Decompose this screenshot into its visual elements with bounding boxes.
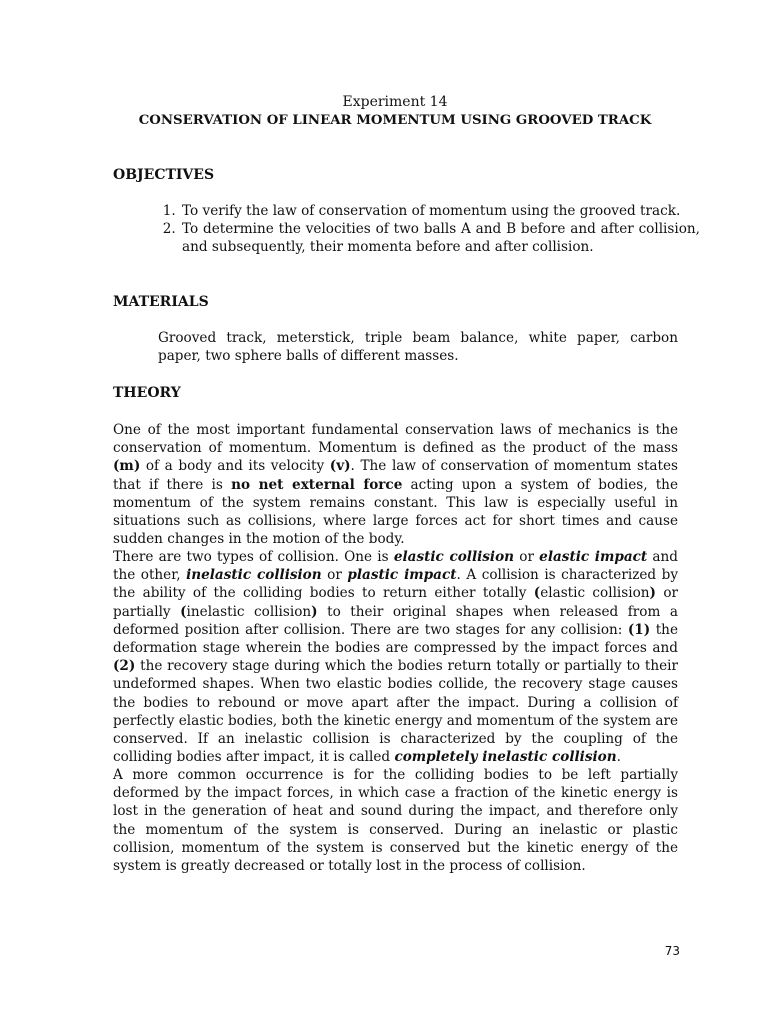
- objective-item: 2. To determine the velocities of two balls A and B before and after collision, and subsequently, their momenta before and after collision.: [180, 220, 700, 256]
- experiment-number: Experiment 14: [342, 94, 448, 110]
- page-header: [0, 94, 768, 129]
- experiment-title: CONSERVATION OF LINEAR MOMENTUM USING GROOVED TRACK: [138, 112, 652, 128]
- materials-text: Grooved track, meterstick, triple beam balance, white paper, carbon paper, two sphere balls of different masses.: [158, 330, 678, 365]
- materials-heading: MATERIALS: [113, 294, 209, 310]
- theory-paragraph-2: There are two types of collision. One is elastic collision or elastic impact and the other, inelastic collision or plastic impact. A collision is characterized by the ability of the colliding bodies to return either totally (elastic collision) or partially (inelastic collision) to their original shapes when released from a deformed position after collision. There are two stages for any collision: (1) the deformation stage wherein the bodies are compressed by the impact forces and (2) the recovery stage during which the bodies return totally or partially to their undeformed shapes. When two elastic bodies collide, the recovery stage causes the bodies to rebound or move apart after the impact. During a collision of perfectly elastic bodies, both the kinetic energy and momentum of the system are conserved. If an inelastic collision is characterized by the coupling of the colliding bodies after impact, it is called completely inelastic collision.: [113, 549, 678, 766]
- objectives-list: [158, 202, 700, 257]
- objective-item: 1. To verify the law of conservation of momentum using the grooved track.: [180, 202, 700, 220]
- theory-paragraph-1: One of the most important fundamental conservation laws of mechanics is the conservation of momentum. Momentum is defined as the product of the mass (m) of a body and its velocity (v). The law of conservation of momentum states that if there is no net external force acting upon a system of bodies, the momentum of the system remains constant. This law is especially useful in situations such as collisions, where large forces act for short times and cause sudden changes in the motion of the body.: [113, 422, 678, 548]
- theory-paragraph-3: A more common occurrence is for the colliding bodies to be left partially deformed by the impact forces, in which case a fraction of the kinetic energy is lost in the generation of heat and sound during the impact, and therefore only the momentum of the system is conserved. During an inelastic or plastic collision, momentum of the system is conserved but the kinetic energy of the system is greatly decreased or totally lost in the process of collision.: [113, 767, 678, 875]
- objectives-heading: OBJECTIVES: [113, 167, 215, 183]
- page-number: 73: [664, 944, 680, 958]
- theory-heading: THEORY: [113, 385, 181, 401]
